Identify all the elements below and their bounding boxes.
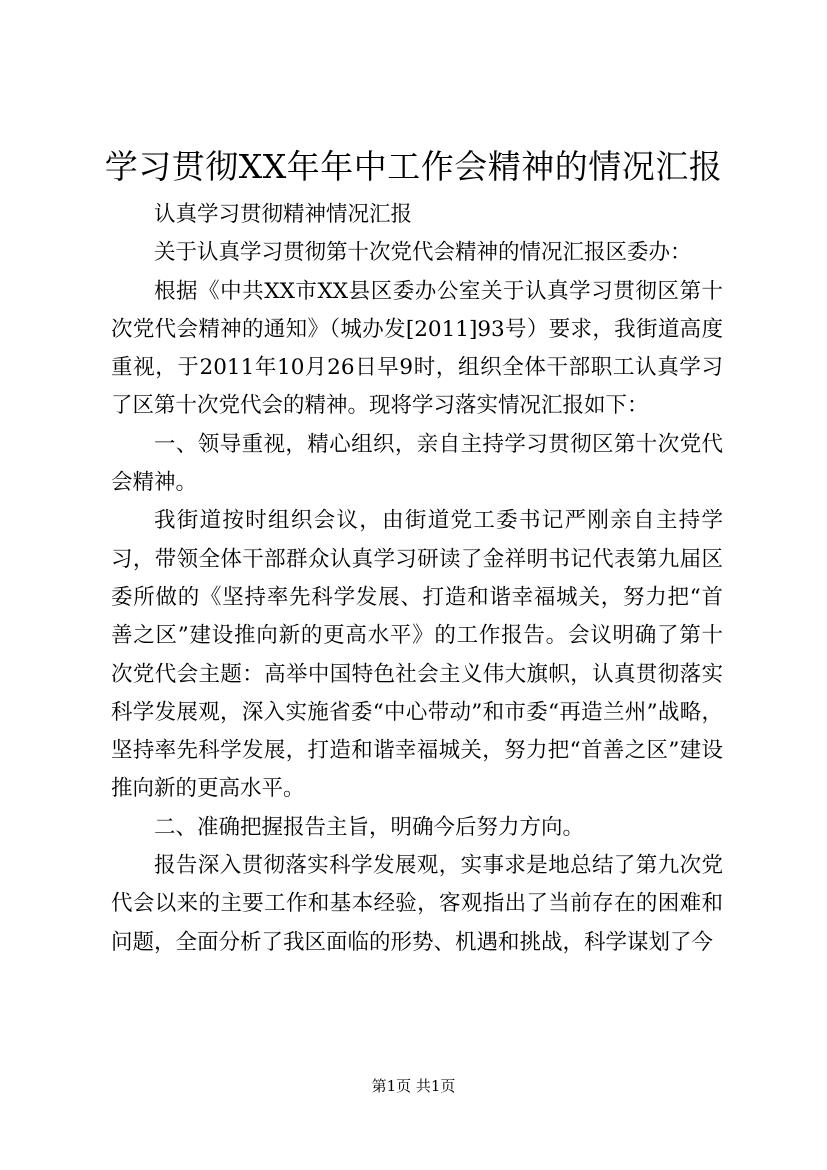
page-number-footer: 第1页 共1页	[371, 1077, 456, 1095]
paragraph-subtitle: 认真学习贯彻精神情况汇报	[154, 202, 413, 227]
paragraph-section-1-body: 我街道按时组织会议，由街道党工委书记严刚亲自主持学习，带领全体干部群众认真学习研读了金祥明书记代表第九届区委所做的《坚持率先科学发展、打造和谐幸福城关，努力把“首善之区”建设推向新的更高水平》的工作报告。会议明确了第十次党代会主题：高举中国特色社会主义伟大旗帜，认真贯彻落实科学发展观，深入实施省委“中心带动”和市委“再造兰州”战略，坚持率先科学发展，打造和谐幸福城关，努力把“首善之区”建设推向新的更高水平。	[111, 508, 723, 802]
paragraph-addressee: 关于认真学习贯彻第十次党代会精神的情况汇报区委办：	[154, 240, 692, 266]
paragraph-intro: 根据《中共XX市XX县区委办公室关于认真学习贯彻区第十次党代会精神的通知》（城办发[2011]93号）要求，我街道高度重视，于2011年10月26日早9时，组织全体干部职工认真学习了区第十次党代会的精神。现将学习落实情况汇报如下：	[111, 278, 723, 419]
document-title: 学习贯彻XX年年中工作会精神的情况汇报	[104, 147, 723, 186]
paragraph-section-1-heading: 一、领导重视，精心组织，亲自主持学习贯彻区第十次党代会精神。	[111, 431, 723, 496]
paragraph-section-2-heading: 二、准确把握报告主旨，明确今后努力方向。	[154, 814, 585, 840]
paragraph-section-2-body: 报告深入贯彻落实科学发展观，实事求是地总结了第九次党代会以来的主要工作和基本经验，客观指出了当前存在的困难和问题，全面分析了我区面临的形势、机遇和挑战，科学谋划了今	[111, 853, 723, 955]
document-body	[111, 196, 723, 962]
